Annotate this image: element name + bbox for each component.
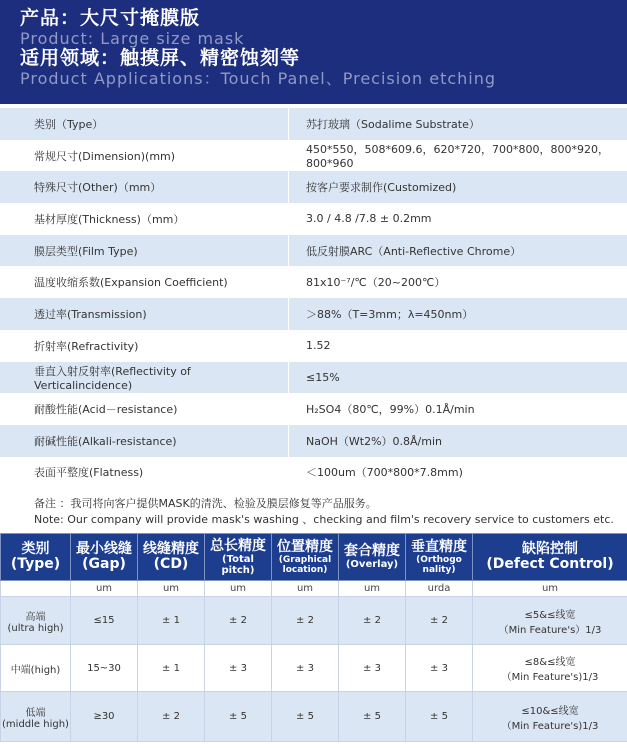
- spec-row: [0, 203, 627, 235]
- spec-key: 温度收缩系数(Expansion Coefficient): [34, 276, 228, 290]
- spec-row: [0, 330, 627, 362]
- units-row: [1, 581, 627, 597]
- spec-key: 耐碱性能(Alkali-resistance): [34, 434, 177, 448]
- spec-key: 常规尺寸(Dimension)(mm): [34, 149, 176, 163]
- spec-key: 垂直入射反射率(Reflectivity of Verticalincidence): [34, 364, 191, 392]
- gap-cell: 15~30: [71, 645, 138, 692]
- unit-cell: um: [272, 581, 339, 597]
- unit-cell: urda: [406, 581, 473, 597]
- header-orthogonality: 垂直精度 (Orthogo nality): [406, 534, 473, 581]
- spec-row: [0, 108, 627, 140]
- spec-key: 透过率(Transmission): [34, 307, 147, 321]
- spec-row: [0, 266, 627, 298]
- type-cell: 中端(high): [1, 645, 71, 692]
- spec-key: 类别（Type）: [34, 117, 104, 131]
- table-header-row: [1, 534, 627, 581]
- spec-value: H₂SO4（80℃，99%）0.1Å/min: [306, 403, 475, 417]
- spec-value: 1.52: [306, 339, 331, 353]
- defect-cell: ≤10&≤线宽 （Min Feature's)1/3: [473, 692, 627, 742]
- header-banner: [0, 0, 627, 104]
- ortho-cell: ± 5: [406, 692, 473, 742]
- table-row: [1, 692, 627, 742]
- pitch-cell: ± 3: [205, 645, 272, 692]
- header-defect-control: 缺陷控制 (Defect Control): [473, 534, 627, 581]
- product-title-en: Product: Large size mask: [20, 29, 245, 48]
- unit-cell: [1, 581, 71, 597]
- header-type: 类别 (Type): [1, 534, 71, 581]
- header-overlay: 套合精度 (Overlay): [339, 534, 406, 581]
- spec-value: 3.0 / 4.8 /7.8 ± 0.2mm: [306, 212, 432, 226]
- spec-value: 450*550，508*609.6，620*720，700*800，800*920，800*960: [306, 143, 609, 171]
- table-row: [1, 645, 627, 692]
- unit-cell: um: [138, 581, 205, 597]
- header-cd: 线缝精度 (CD): [138, 534, 205, 581]
- type-cell: 低端 (middle high): [1, 692, 71, 742]
- specs-table: [0, 108, 627, 488]
- spec-row: [0, 140, 627, 172]
- overlay-cell: ± 2: [339, 597, 406, 645]
- spec-row: [0, 298, 627, 330]
- ortho-cell: ± 2: [406, 597, 473, 645]
- defect-cell: ≤8&≤线宽 （Min Feature's)1/3: [473, 645, 627, 692]
- type-cell: 高端 (ultra high): [1, 597, 71, 645]
- applications-title-en: Product Applications：Touch Panel、Precision etching: [20, 69, 497, 88]
- defect-cell: ≤5&≤线宽 （Min Feature's）1/3: [473, 597, 627, 645]
- spec-row: [0, 457, 627, 489]
- cd-cell: ± 2: [138, 692, 205, 742]
- spec-row: [0, 393, 627, 425]
- overlay-cell: ± 3: [339, 645, 406, 692]
- unit-cell: um: [339, 581, 406, 597]
- note-en: Note: Our company will provide mask's washing 、checking and film's recovery service to customers etc.: [34, 513, 614, 526]
- table-row: [1, 597, 627, 645]
- header-gap: 最小线缝 (Gap): [71, 534, 138, 581]
- spec-key: 基材厚度(Thickness)（mm）: [34, 212, 185, 226]
- header-total-pitch: 总长精度 (Total pitch): [205, 534, 272, 581]
- notes: [34, 496, 624, 528]
- product-title-cn: 产品：大尺寸掩膜版: [20, 7, 201, 29]
- gap-cell: ≥30: [71, 692, 138, 742]
- overlay-cell: ± 5: [339, 692, 406, 742]
- spec-key: 表面平整度(Flatness): [34, 466, 144, 480]
- spec-value: ＜100um（700*800*7.8mm): [306, 466, 463, 480]
- pitch-cell: ± 2: [205, 597, 272, 645]
- header-location: 位置精度 (Graphical location): [272, 534, 339, 581]
- spec-row: [0, 362, 627, 394]
- unit-cell: um: [473, 581, 627, 597]
- spec-value: 苏打玻璃（Sodalime Substrate）: [306, 117, 480, 131]
- defect-table: [0, 533, 627, 742]
- unit-cell: um: [71, 581, 138, 597]
- spec-key: 特殊尺寸(Other)（mm）: [34, 181, 162, 195]
- column-divider: [288, 108, 289, 488]
- applications-title-cn: 适用领域：触摸屏、精密蚀刻等: [20, 47, 301, 69]
- spec-key: 折射率(Refractivity): [34, 339, 139, 353]
- spec-value: 81x10⁻⁷/℃（20~200℃）: [306, 276, 446, 290]
- location-cell: ± 3: [272, 645, 339, 692]
- ortho-cell: ± 3: [406, 645, 473, 692]
- spec-value: 低反射膜ARC（Anti-Reflective Chrome）: [306, 244, 522, 258]
- spec-row: [0, 235, 627, 267]
- spec-value: ＞88%（T=3mm；λ=450nm）: [306, 307, 474, 321]
- location-cell: ± 2: [272, 597, 339, 645]
- spec-key: 膜层类型(Film Type): [34, 244, 138, 258]
- spec-row: [0, 171, 627, 203]
- unit-cell: um: [205, 581, 272, 597]
- gap-cell: ≤15: [71, 597, 138, 645]
- cd-cell: ± 1: [138, 597, 205, 645]
- location-cell: ± 5: [272, 692, 339, 742]
- spec-value: ≤15%: [306, 370, 340, 384]
- spec-key: 耐酸性能(Acid－resistance): [34, 403, 178, 417]
- spec-value: 按客户要求制作(Customized): [306, 181, 457, 195]
- note-cn: 备注 ：我司将向客户提供MASK的清洗、检验及膜层修复等产品服务。: [34, 497, 377, 510]
- cd-cell: ± 1: [138, 645, 205, 692]
- pitch-cell: ± 5: [205, 692, 272, 742]
- spec-value: NaOH（Wt2%）0.8Å/min: [306, 434, 443, 448]
- spec-row: [0, 425, 627, 457]
